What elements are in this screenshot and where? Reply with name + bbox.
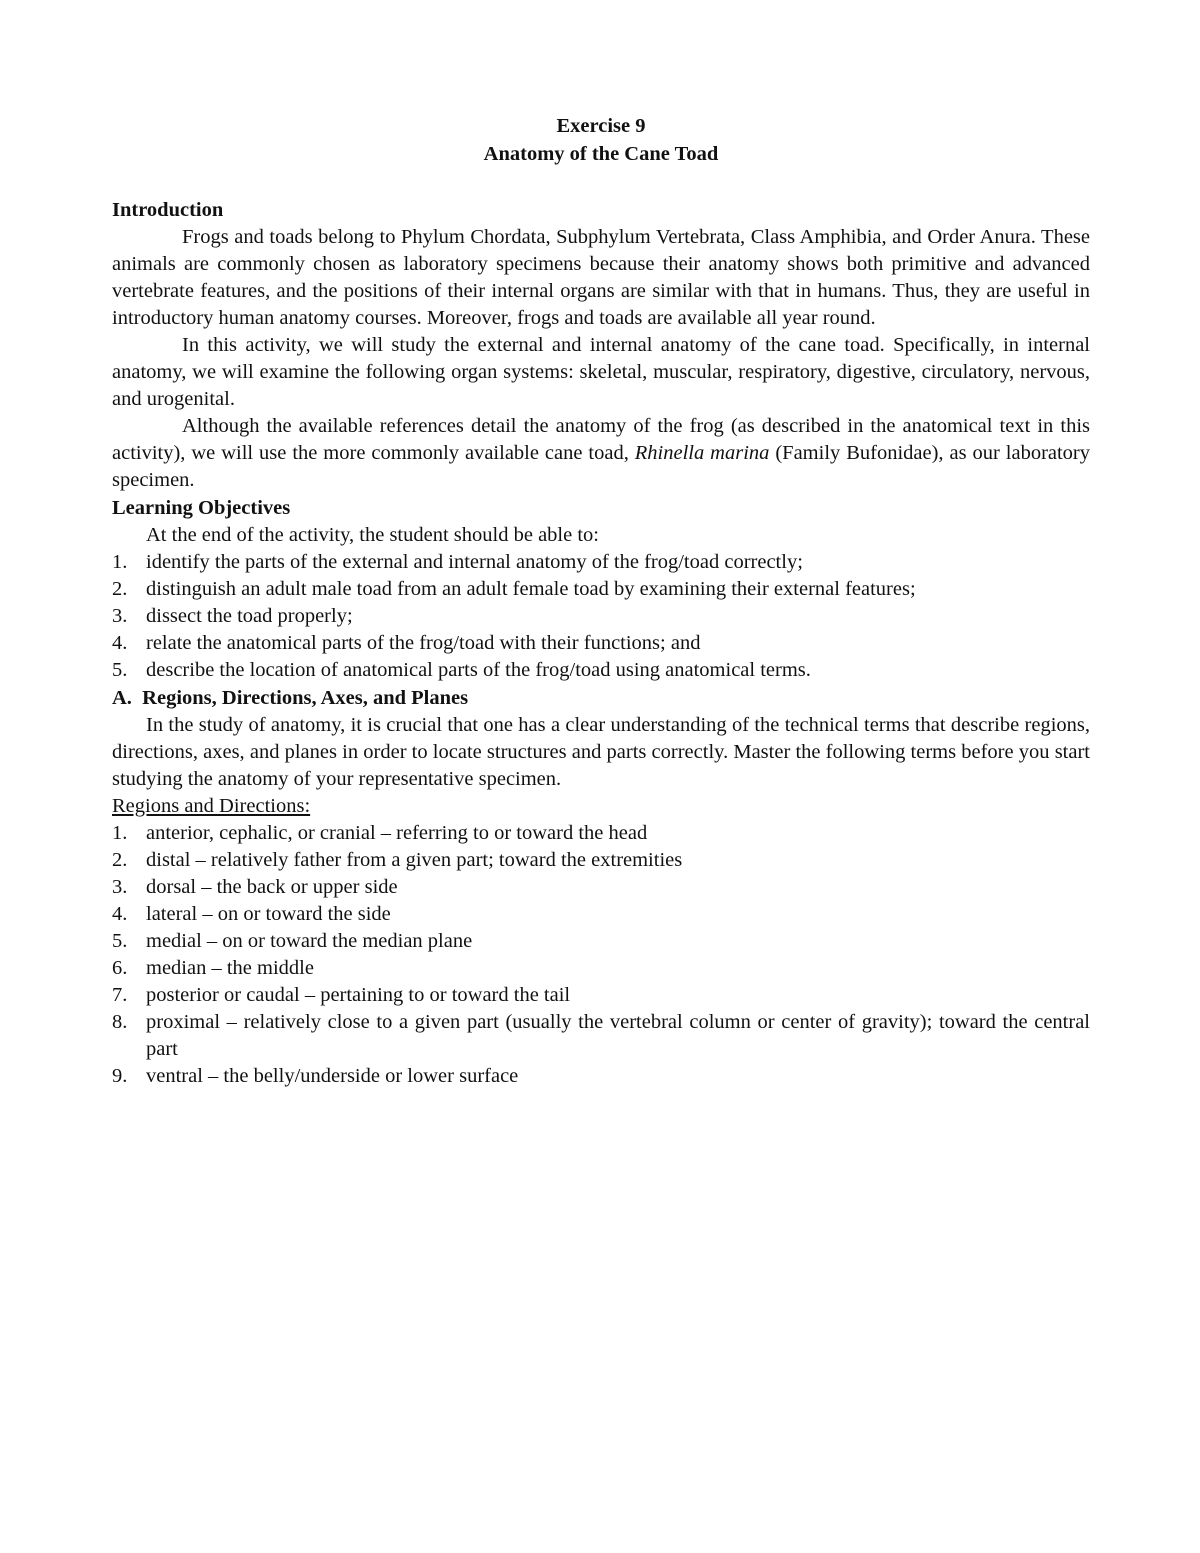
intro-paragraph-1: Frogs and toads belong to Phylum Chordata, Subphylum Vertebrata, Class Amphibia, and Order Anura. These animals are commonly chosen as laboratory specimens because their anatomy shows both primitive and advanced vertebrate features, and the positions of their internal organs are similar with that in humans. Thus, they are useful in introductory human anatomy courses. Moreover, frogs and toads are available all year round.: [112, 226, 1090, 329]
list-item-number: 4.: [112, 632, 128, 654]
list-item-number: 9.: [112, 1065, 128, 1087]
section-a-paragraph: In the study of anatomy, it is crucial that one has a clear understanding of the technical terms that describe regions, directions, axes, and planes in order to locate structures and parts correctly. Master the following terms before you start studying the anatomy of your representative specimen.: [112, 714, 1090, 790]
list-item-text: dorsal – the back or upper side: [146, 876, 398, 898]
list-item: [112, 657, 1090, 684]
list-item-number: 3.: [112, 876, 128, 898]
list-item: [112, 901, 1090, 928]
regions-directions-list: [112, 820, 1090, 1090]
section-a-heading: A. Regions, Directions, Axes, and Planes: [112, 687, 469, 709]
list-item: [112, 1063, 1090, 1090]
list-item: [112, 874, 1090, 901]
list-item: [112, 1009, 1090, 1063]
list-item-number: 4.: [112, 903, 128, 925]
introduction-heading: Introduction: [112, 199, 224, 221]
list-item-text: distinguish an adult male toad from an adult female toad by examining their external features;: [146, 578, 916, 600]
regions-directions-subheading: Regions and Directions:: [112, 795, 311, 817]
list-item-text: medial – on or toward the median plane: [146, 930, 473, 952]
species-name: Rhinella marina: [634, 442, 770, 464]
list-item: [112, 955, 1090, 982]
list-item-number: 8.: [112, 1011, 128, 1033]
list-item: [112, 576, 1090, 603]
list-item-number: 7.: [112, 984, 128, 1006]
intro-paragraph-3-end: (Family Bufonidae), as our laboratory specimen.: [112, 442, 1091, 491]
list-item-number: 2.: [112, 849, 128, 871]
intro-paragraph-2: In this activity, we will study the external and internal anatomy of the cane toad. Specifically, in internal anatomy, we will examine the following organ systems: skeletal, muscular, respiratory, digestive, circulatory, nervous, and urogenital.: [112, 334, 1090, 410]
list-item: [112, 630, 1090, 657]
list-item-text: anterior, cephalic, or cranial – referring to or toward the head: [146, 822, 648, 844]
list-item: [112, 603, 1090, 630]
objectives-lead: At the end of the activity, the student should be able to:: [146, 524, 599, 546]
list-item-text: median – the middle: [146, 957, 314, 979]
list-item-number: 5.: [112, 930, 128, 952]
list-item-text: posterior or caudal – pertaining to or toward the tail: [146, 984, 571, 1006]
title-block: [112, 112, 1090, 168]
list-item: [112, 820, 1090, 847]
list-item-number: 3.: [112, 605, 128, 627]
list-item-text: distal – relatively father from a given part; toward the extremities: [146, 849, 683, 871]
list-item-text: lateral – on or toward the side: [146, 903, 391, 925]
list-item-text: proximal – relatively close to a given part (usually the vertebral column or center of gravity); toward the central part: [146, 1011, 1090, 1060]
list-item-number: 1.: [112, 551, 128, 573]
list-item-text: dissect the toad properly;: [146, 605, 353, 627]
document-title: Anatomy of the Cane Toad: [483, 143, 719, 165]
list-item: [112, 847, 1090, 874]
document-page: [112, 112, 1090, 1090]
list-item: [112, 982, 1090, 1009]
list-item-number: 2.: [112, 578, 128, 600]
list-item-text: identify the parts of the external and internal anatomy of the frog/toad correctly;: [146, 551, 803, 573]
intro-paragraph-3: [112, 413, 1090, 494]
list-item: [112, 549, 1090, 576]
exercise-number: Exercise 9: [556, 115, 646, 137]
intro-paragraph-3-start: Although the available references detail the anatomy of the frog (as described in the anatomical text in this activity), we will use the more commonly available cane toad,: [112, 415, 1090, 464]
list-item-text: relate the anatomical parts of the frog/toad with their functions; and: [146, 632, 701, 654]
list-item-number: 5.: [112, 659, 128, 681]
list-item: [112, 928, 1090, 955]
list-item-number: 1.: [112, 822, 128, 844]
list-item-text: ventral – the belly/underside or lower surface: [146, 1065, 519, 1087]
learning-objectives-heading: Learning Objectives: [112, 497, 291, 519]
list-item-text: describe the location of anatomical parts of the frog/toad using anatomical terms.: [146, 659, 811, 681]
objectives-list: [112, 549, 1090, 684]
list-item-number: 6.: [112, 957, 128, 979]
